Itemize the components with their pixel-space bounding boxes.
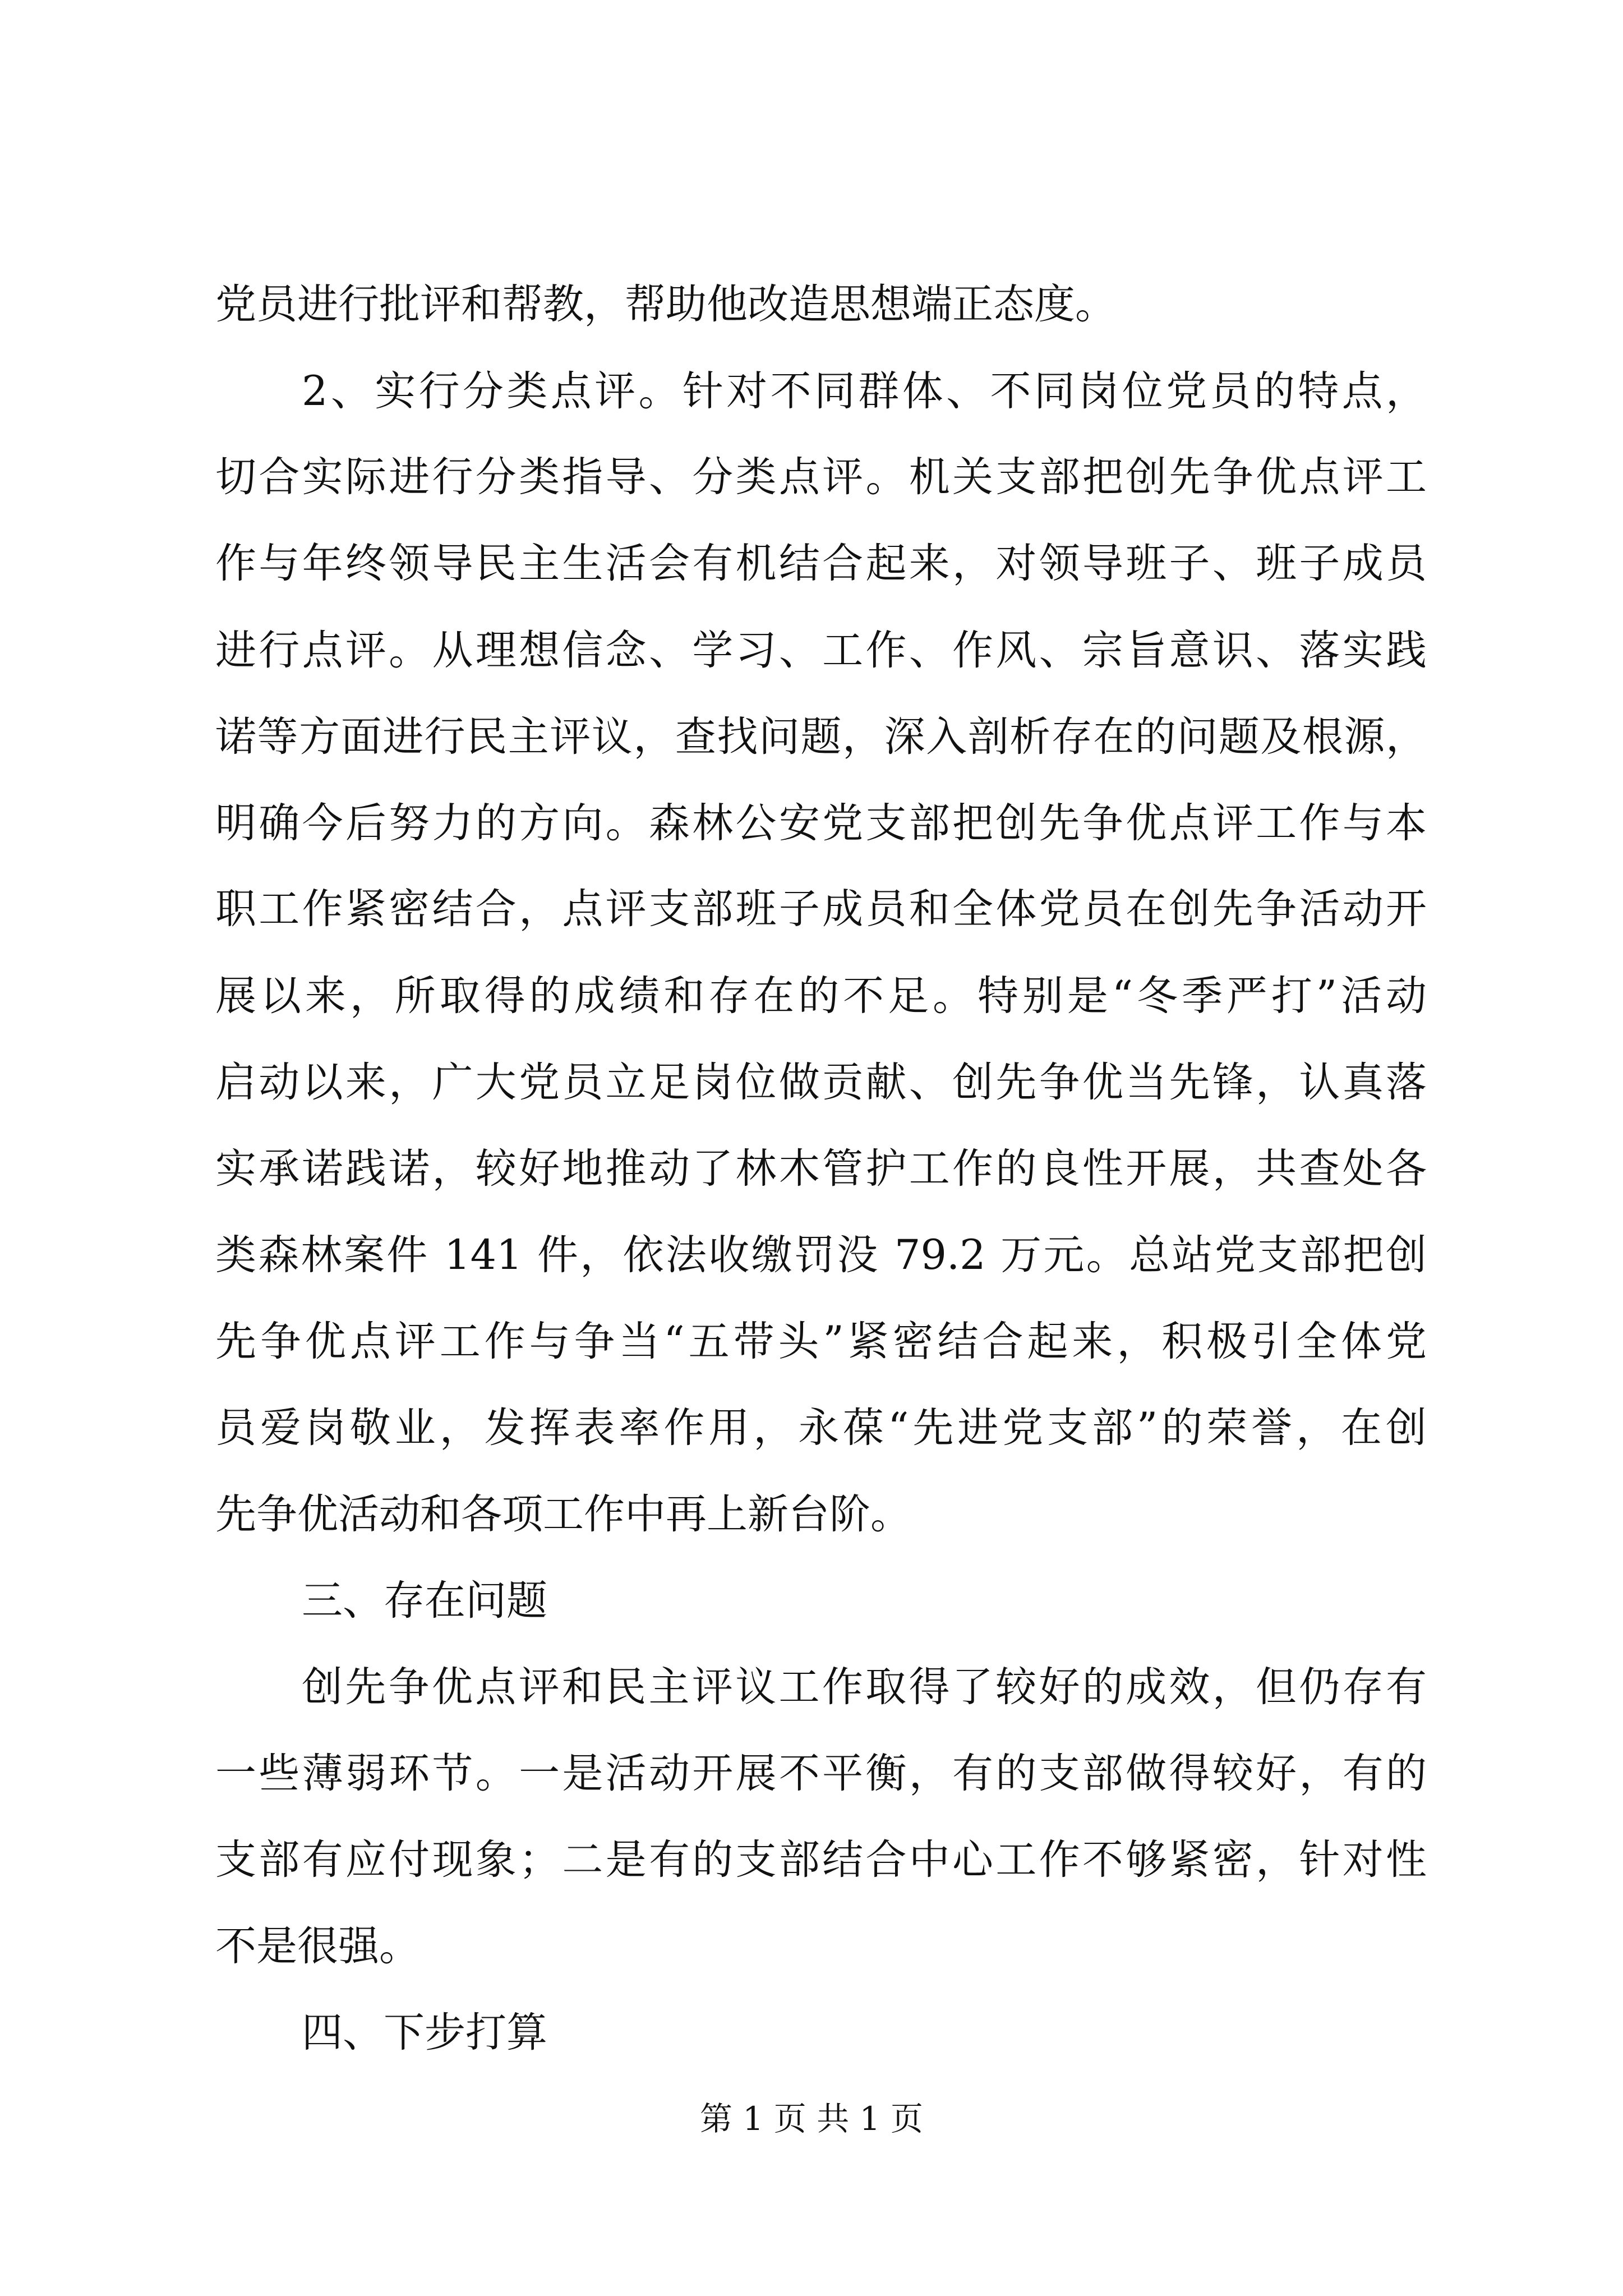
section-heading: 三、存在问题 — [302, 1577, 547, 1625]
body-line: 一些薄弱环节。一是活动开展不平衡，有的支部做得较好，有的 — [215, 1750, 1427, 1797]
body-line: 切合实际进行分类指导、分类点评。机关支部把创先争优点评工 — [215, 453, 1427, 501]
body-line: 创先争优点评和民主评议工作取得了较好的成效，但仍存有 — [302, 1663, 1427, 1711]
body-line: 作与年终领导民主生活会有机结合起来，对领导班子、班子成员 — [215, 540, 1427, 587]
body-line: 职工作紧密结合，点评支部班子成员和全体党员在创先争活动开 — [215, 885, 1427, 933]
body-line: 支部有应付现象；二是有的支部结合中心工作不够紧密，针对性 — [215, 1836, 1427, 1884]
body-line: 2、实行分类点评。针对不同群体、不同岗位党员的特点， — [302, 367, 1427, 415]
body-line: 不是很强。 — [215, 1922, 420, 1970]
body-line: 进行点评。从理想信念、学习、工作、作风、宗旨意识、落实践 — [215, 627, 1427, 674]
body-line: 展以来，所取得的成绩和存在的不足。特别是“冬季严打”活动 — [215, 972, 1427, 1020]
body-line: 实承诺践诺，较好地推动了林木管护工作的良性开展，共查处各 — [215, 1145, 1427, 1193]
body-line: 员爱岗敬业，发挥表率作用，永葆“先进党支部”的荣誉，在创 — [215, 1404, 1427, 1452]
section-heading: 四、下步打算 — [302, 2009, 547, 2056]
body-line: 类森林案件 141 件，依法收缴罚没 79.2 万元。总站党支部把创 — [215, 1231, 1427, 1279]
body-line: 明确今后努力的方向。森林公安党支部把创先争优点评工作与本 — [215, 799, 1427, 847]
body-line: 启动以来，广大党员立足岗位做贡献、创先争优当先锋，认真落 — [215, 1059, 1427, 1106]
body-line: 先争优点评工作与争当“五带头”紧密结合起来，积极引全体党 — [215, 1318, 1427, 1365]
body-line: 党员进行批评和帮教，帮助他改造思想端正态度。 — [215, 280, 1116, 328]
body-line: 先争优活动和各项工作中再上新台阶。 — [215, 1490, 911, 1538]
body-line: 诺等方面进行民主评议，查找问题，深入剖析存在的问题及根源， — [215, 713, 1427, 761]
page-footer: 第 1 页 共 1 页 — [700, 2100, 923, 2138]
